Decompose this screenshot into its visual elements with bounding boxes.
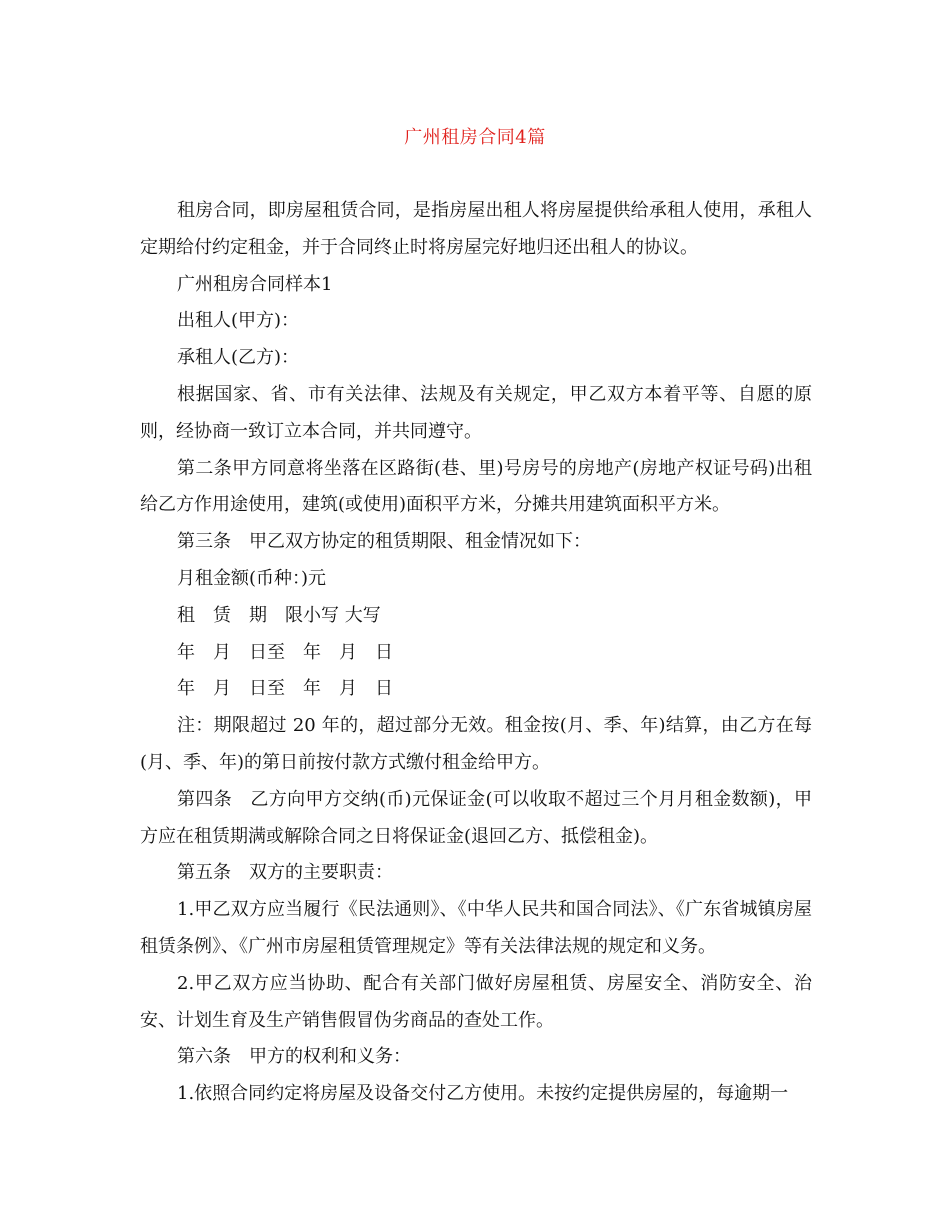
paragraph-intro: 租房合同，即房屋租赁合同，是指房屋出租人将房屋提供给承租人使用，承租人定期给付约定租金，并于合同终止时将房屋完好地归还出租人的协议。: [140, 200, 812, 258]
paragraph-note: 注：期限超过 20 年的，超过部分无效。租金按(月、季、年)结算，由乙方在每(月、季、年)的第日前按付款方式缴付租金给甲方。: [140, 715, 812, 773]
paragraph-lease-term-header: 租 赁 期 限小写 大写: [177, 604, 381, 626]
paragraph-article-6-item-1: 1.依照合同约定将房屋及设备交付乙方使用。未按约定提供房屋的，每逾期一: [177, 1083, 789, 1105]
paragraph-article-6: 第六条 甲方的权利和义务：: [177, 1046, 411, 1068]
document-body: [140, 193, 812, 1113]
paragraph-article-2: 第二条甲方同意将坐落在区路街(巷、里)号房号的房地产(房地产权证号码)出租给乙方作用途使用，建筑(或使用)面积平方米，分摊共用建筑面积平方米。: [140, 457, 812, 516]
paragraph-lessee: 承租人(乙方)：: [177, 347, 300, 369]
paragraph-basis: 根据国家、省、市有关法律、法规及有关规定，甲乙双方本着平等、自愿的原则，经协商一致订立本合同，并共同遵守。: [140, 383, 812, 442]
paragraph-lessor: 出租人(甲方)：: [177, 310, 300, 332]
paragraph-article-5-item-1: 1.甲乙双方应当履行《民法通则》、《中华人民共和国合同法》、《广东省城镇房屋租赁条例》、《广州市房屋租赁管理规定》等有关法律法规的规定和义务。: [140, 899, 812, 957]
paragraph-article-5-item-2: 2.甲乙双方应当协助、配合有关部门做好房屋租赁、房屋安全、消防安全、治安、计划生育及生产销售假冒伪劣商品的查处工作。: [140, 972, 812, 1031]
document-title: 广州租房合同4篇: [404, 127, 546, 148]
paragraph-lease-term-row-2: 年 月 日至 年 月 日: [177, 678, 393, 700]
paragraph-lease-term-row-1: 年 月 日至 年 月 日: [177, 641, 393, 663]
paragraph-monthly-rent: 月租金额(币种：)元: [177, 567, 327, 589]
paragraph-article-5: 第五条 双方的主要职责：: [177, 862, 393, 884]
paragraph-article-4: 第四条 乙方向甲方交纳(币)元保证金(可以收取不超过三个月月租金数额)，甲方应在租赁期满或解除合同之日将保证金(退回乙方、抵偿租金)。: [140, 788, 812, 847]
paragraph-sample-heading: 广州租房合同样本1: [177, 273, 333, 295]
paragraph-article-3: 第三条 甲乙双方协定的租赁期限、租金情况如下：: [177, 531, 591, 553]
